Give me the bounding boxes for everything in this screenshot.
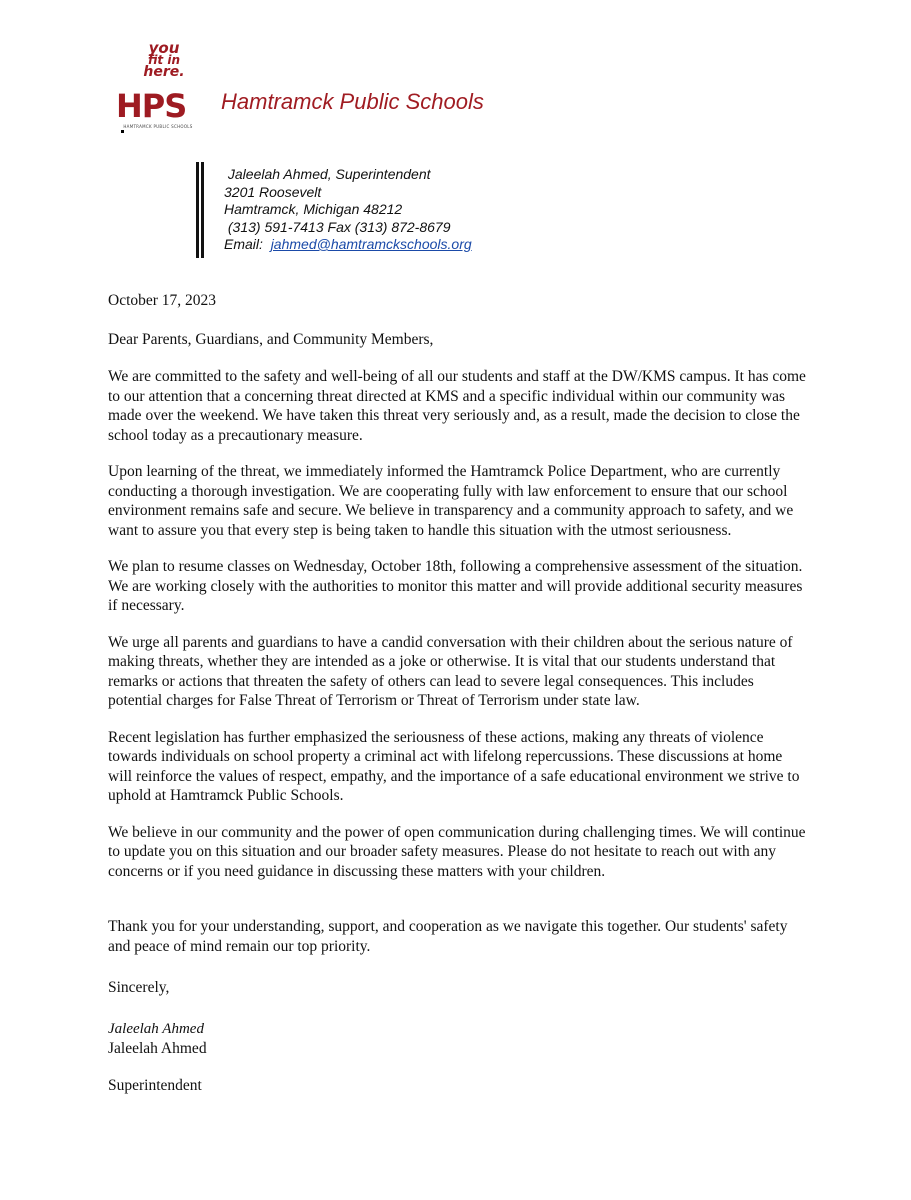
signer-name: Jaleelah Ahmed — [108, 1040, 207, 1057]
school-name-heading: Hamtramck Public Schools — [221, 89, 484, 114]
divider-bar — [196, 162, 199, 258]
decorative-dot — [121, 130, 124, 133]
letter-body — [108, 291, 808, 1112]
letter-closing: Sincerely, — [108, 979, 170, 996]
contact-name-title: Jaleelah Ahmed, Superintendent — [227, 166, 431, 182]
logo-mark: HPS — [116, 87, 187, 125]
paragraph: We urge all parents and guardians to have a candid conversation with their children about the serious nature of making threats, whether they are intended as a joke or otherwise. It is vital that our students understand that remarks or actions that threaten the safety of others can lead to severe legal consequences. This includes potential charges for False Threat of Terrorism or Threat of Terrorism under state law. — [108, 633, 793, 709]
email-label: Email: — [224, 236, 263, 252]
paragraph: We plan to resume classes on Wednesday, October 18th, following a comprehensive assessment of the situation. We are working closely with the authorities to monitor this matter and will provide additional security measures if necessary. — [108, 558, 803, 614]
divider-bar — [201, 162, 204, 258]
email-link[interactable]: jahmed@hamtramckschools.org — [270, 236, 472, 252]
logo-footer-text: HAMTRAMCK PUBLIC SCHOOLS — [123, 124, 193, 129]
paragraph: We are committed to the safety and well-being of all our students and staff at the DW/KMS campus. It has come to our attention that a concerning threat directed at KMS and a specific individual within our community was made over the weekend. We have taken this threat very seriously and, as a result, made the decision to close the school today as a precautionary measure. — [108, 368, 806, 444]
contact-block — [224, 166, 472, 254]
paragraph: Recent legislation has further emphasized the seriousness of these actions, making any threats of violence towards individuals on school property a criminal act with lifelong repercussions. These discussions at home will reinforce the values of respect, empathy, and the importance of a safe educational environment we strive to uphold at Hamtramck Public Schools. — [108, 728, 800, 804]
letter-greeting: Dear Parents, Guardians, and Community Members, — [108, 330, 434, 348]
contact-email-line — [224, 236, 472, 254]
letter-date: October 17, 2023 — [108, 292, 217, 309]
paragraph: We believe in our community and the power of open communication during challenging times. We will continue to update you on this situation and our broader safety measures. Please do not hesitate to reach out with any concerns or if you need guidance in discussing these matters with your children. — [108, 823, 806, 880]
contact-street: 3201 Roosevelt — [224, 183, 322, 200]
paragraph: Thank you for your understanding, support, and cooperation as we navigate this together. Our students' safety and peace of mind remain our top priority. — [108, 918, 788, 955]
signer-title: Superintendent — [108, 1076, 202, 1094]
signature: Jaleelah Ahmed — [108, 1020, 204, 1037]
contact-city: Hamtramck, Michigan 48212 — [224, 201, 403, 217]
district-logo — [112, 39, 202, 132]
paragraph: Upon learning of the threat, we immediately informed the Hamtramck Police Department, who are currently conducting a thorough investigation. We are cooperating fully with law enforcement to ensure that our school environment remains safe and secure. We believe in transparency and a community approach to safety, and we want to assure you that every step is being taken to handle this situation with the utmost seriousness. — [108, 463, 794, 539]
logo-tagline: you fit in here. — [143, 39, 185, 80]
contact-phone-fax: (313) 591-7413 Fax (313) 872-8679 — [227, 218, 451, 235]
